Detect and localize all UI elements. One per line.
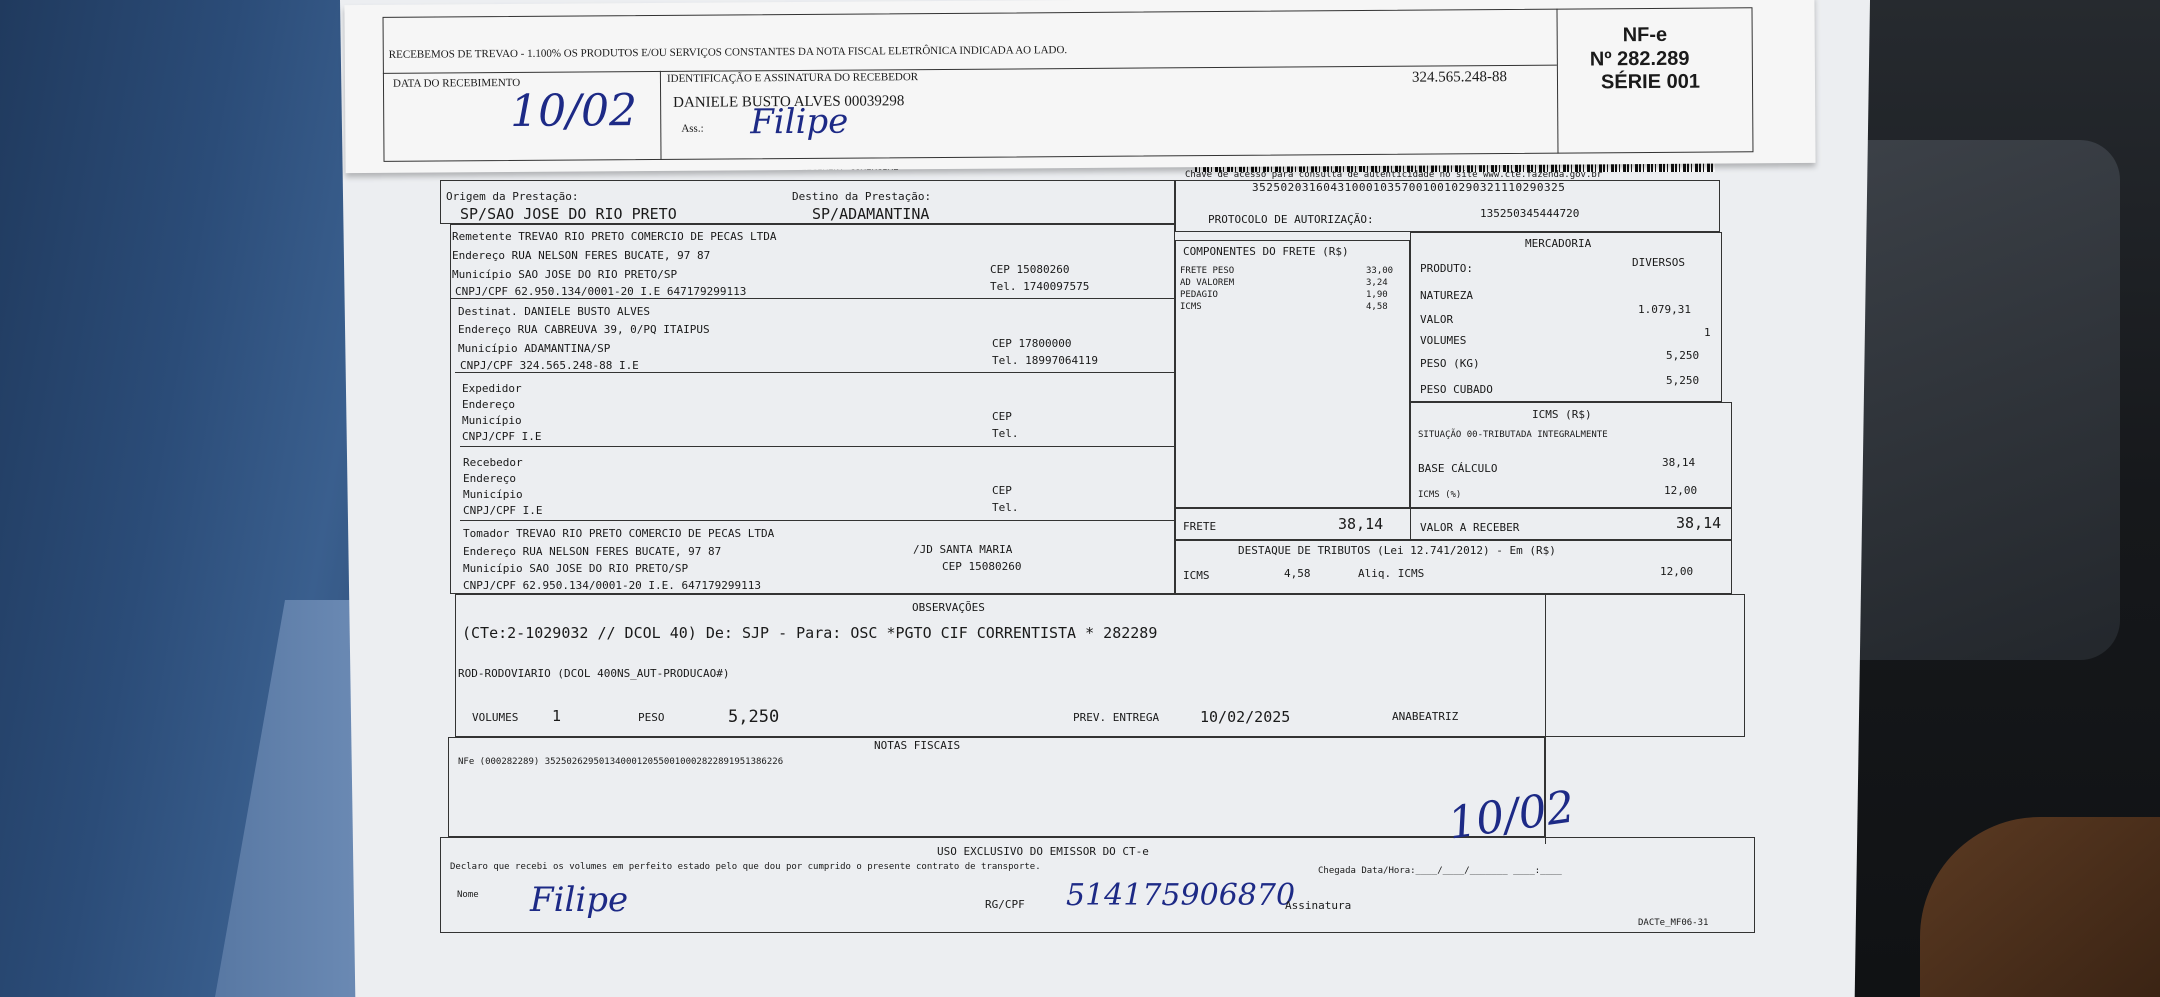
payer-cnpj: CNPJ/CPF 62.950.134/0001-20 I.E. 647179299113 [463,579,762,592]
payer-cep: CEP 15080260 [942,560,1022,573]
icms-base-value: 38,14 [1662,456,1696,469]
sender-city: Município SAO JOSE DO RIO PRETO/SP [452,268,678,281]
rg-label: RG/CPF [985,898,1025,911]
recipient-name: Destinat. DANIELE BUSTO ALVES [458,305,651,318]
shipper-address: Endereço [462,398,515,411]
observations-line-1: (CTe:2-1029032 // DCOL 40) De: SJP - Para: OSC *PGTO CIF CORRENTISTA * 282289 [462,624,1158,642]
recipient-tel: Tel. 18997064119 [992,354,1098,367]
taxes-rate-value: 12,00 [1660,565,1694,578]
protocol-label: PROTOCOLO DE AUTORIZAÇÃO: [1208,213,1374,226]
receiver-cnpj: CNPJ/CPF I.E [463,504,543,517]
nfe-serie: SÉRIE 001 [1600,70,1701,94]
observations-line-2: ROD-RODOVIARIO (DCOL 400NS_AUT-PRODUCAO#) [458,667,730,680]
obs-weight-label: PESO [638,711,665,724]
taxes-title: DESTAQUE DE TRIBUTOS (Lei 12.741/2012) - Em (R$) [1238,544,1556,557]
payer-address: Endereço RUA NELSON FERES BUCATE, 97 87 [463,545,722,558]
icms-rate-label: ICMS (%) [1418,490,1462,500]
icms-situation: SITUAÇÃO 00-TRIBUTADA INTEGRALMENTE [1418,430,1608,440]
freight-total-value: 38,14 [1338,515,1384,533]
payer-city: Município SAO JOSE DO RIO PRETO/SP [463,562,689,575]
taxes-icms-label: ICMS [1183,569,1210,582]
sender-cep: CEP 15080260 [990,263,1070,276]
taxes-rate-label: Aliq. ICMS [1358,567,1425,580]
recipient-cpf: CNPJ/CPF 324.565.248-88 I.E [460,359,639,372]
divider [1410,508,1411,540]
sender-address: Endereço RUA NELSON FERES BUCATE, 97 87 [452,249,711,262]
freight-component-label: AD VALOREM [1180,278,1235,288]
freight-components-title: COMPONENTES DO FRETE (R$) [1183,245,1349,258]
destination-label: Destino da Prestação: [792,190,932,203]
name-signature: Filipe [530,880,629,920]
freight-component-label: PEDAGIO [1180,290,1218,300]
invoice-line: NFe (000282289) 35250262950134000120550010002822891951386226 [458,757,784,767]
sender-tel: Tel. 1740097575 [990,280,1090,293]
shipper-cep: CEP [992,410,1012,423]
invoices-title: NOTAS FISCAIS [874,739,961,752]
divider [460,446,1175,447]
access-key-label: Chave de acesso para consulta de autenticidade no site www.cte.fazenda.gov.br [1185,170,1603,180]
delivery-forecast-label: PREV. ENTREGA [1073,711,1160,724]
shipper-city: Município [462,414,522,427]
payer-name: Tomador TREVAO RIO PRETO COMERCIO DE PECAS LTDA [463,527,775,540]
taxes-icms-value: 4,58 [1284,567,1311,580]
volumes-value: 1 [1704,326,1711,339]
divider [460,520,1175,521]
receipt-stub [344,0,1815,173]
receiver-label: Recebedor [463,456,523,469]
sender-cnpj: CNPJ/CPF 62.950.134/0001-20 I.E 647179299113 [455,285,747,298]
nature-label: NATUREZA [1420,289,1473,302]
receiver-city: Município [463,488,523,501]
freight-component-value: 4,58 [1366,302,1388,312]
nfe-title: NF-e [1622,23,1668,47]
observations-title: OBSERVAÇÕES [912,601,985,614]
divider [455,372,1175,373]
recipient-ident: DANIELE BUSTO ALVES 00039298 [673,93,905,111]
signature-label: Assinatura [1285,899,1352,912]
rg-handwritten: 514175906870 [1066,878,1296,913]
freight-total-label: FRETE [1183,520,1217,533]
declaration-text: Declaro que recebi os volumes em perfeito estado pelo que dou por cumprido o presente contrato de transporte. [450,862,1041,872]
signature-label-stub: Ass.: [681,122,704,135]
delivery-forecast-date: 10/02/2025 [1200,708,1291,726]
shipper-label: Expedidor [462,382,522,395]
product-value: DIVERSOS [1632,256,1685,269]
date-handwritten: 10/02 [1445,781,1578,850]
divider [450,298,1175,299]
freight-component-value: 1,90 [1366,290,1388,300]
payer-district: /JD SANTA MARIA [913,543,1013,556]
invoices-box [448,737,1545,837]
icms-title: ICMS (R$) [1532,408,1592,421]
recipient-city: Município ADAMANTINA/SP [458,342,611,355]
obs-volumes-label: VOLUMES [472,711,519,724]
freight-component-label: FRETE PESO [1180,266,1235,276]
destination-value: SP/ADAMANTINA [812,205,930,223]
receipt-date-label: DATA DO RECEBIMENTO [392,76,521,90]
volumes-label: VOLUMES [1420,334,1467,347]
icms-base-label: BASE CÁLCULO [1418,462,1498,475]
recipient-doc: 324.565.248-88 [1411,69,1508,86]
amount-receivable-value: 38,14 [1676,514,1722,532]
receiver-tel: Tel. [992,501,1019,514]
cubed-weight-label: PESO CUBADO [1420,383,1493,396]
freight-component-value: 3,24 [1366,278,1388,288]
stub-signature: Filipe [750,101,849,143]
value-amount: 1.079,31 [1638,303,1691,316]
access-key: 35250203160431000103570010010290321110290325 [1252,181,1566,194]
origin-value: SP/SAO JOSE DO RIO PRETO [460,205,677,223]
operator-name: ANABEATRIZ [1392,710,1459,723]
weight-label: PESO (KG) [1420,357,1480,370]
receiver-cep: CEP [992,484,1012,497]
protocol-number: 135250345444720 [1480,207,1580,220]
footer-title: USO EXCLUSIVO DO EMISSOR DO CT-e [937,845,1149,858]
freight-component-value: 33,00 [1366,266,1394,276]
weight-value: 5,250 [1666,349,1700,362]
sender-name: Remetente TREVAO RIO PRETO COMERCIO DE PECAS LTDA [452,230,777,243]
nfe-number: Nº 282.289 [1589,47,1690,71]
receiver-address: Endereço [463,472,516,485]
cargo-title: MERCADORIA [1525,237,1592,250]
value-label: VALOR [1420,313,1454,326]
shipper-tel: Tel. [992,427,1019,440]
recipient-cep: CEP 17800000 [992,337,1072,350]
recipient-address: Endereço RUA CABREUVA 39, 0/PQ ITAIPUS [458,323,710,336]
freight-component-label: ICMS [1180,302,1202,312]
receipt-text: RECEBEMOS DE TREVAO - 1.100% OS PRODUTOS E/OU SERVIÇOS CONSTANTES DA NOTA FISCAL ELETRÔNICA INDICADA AO LADO. [388,44,1068,61]
form-model: DACTe_MF06-31 [1638,918,1709,928]
arrival-datetime: Chegada Data/Hora:____/____/_______ ____:____ [1318,866,1562,876]
receipt-date-handwritten: 10/02 [509,85,638,137]
amount-receivable-label: VALOR A RECEBER [1420,521,1520,534]
recipient-ident-label: IDENTIFICAÇÃO E ASSINATURA DO RECEBEDOR [666,71,919,85]
icms-rate-value: 12,00 [1664,484,1698,497]
obs-weight-value: 5,250 [728,707,780,727]
cubed-weight-value: 5,250 [1666,374,1700,387]
shipper-cnpj: CNPJ/CPF I.E [462,430,542,443]
product-label: PRODUTO: [1420,262,1473,275]
obs-volumes-value: 1 [552,707,562,725]
origin-label: Origem da Prestação: [446,190,579,203]
name-label: Nome [457,890,479,900]
